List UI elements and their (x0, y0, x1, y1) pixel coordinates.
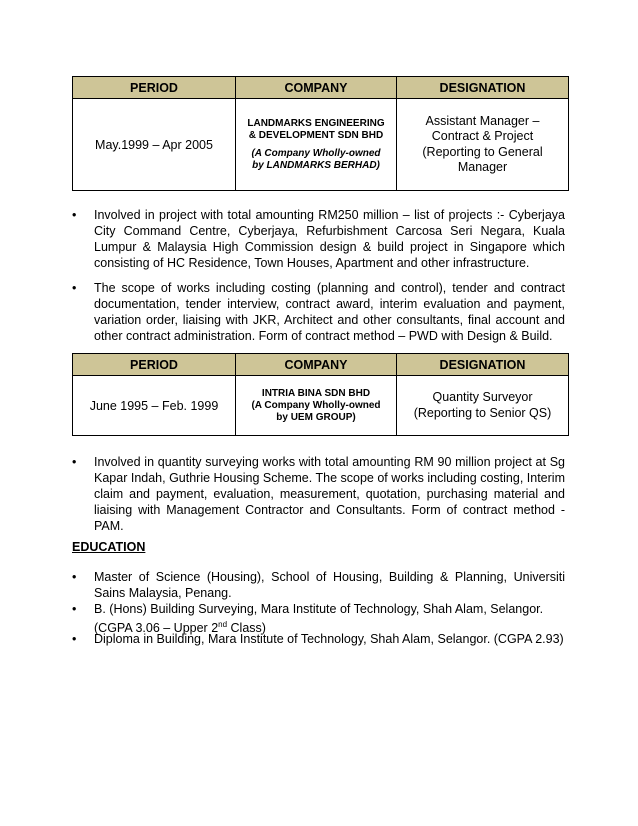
designation-line: (Reporting to General (422, 144, 543, 159)
bullet-marker: • (72, 602, 77, 616)
list-item (72, 454, 565, 534)
table-header-row (73, 77, 569, 99)
company-cell (236, 99, 397, 191)
header-company: COMPANY (236, 77, 397, 99)
company-name-line: & DEVELOPMENT SDN BHD (248, 129, 384, 141)
employment-table-2 (72, 353, 569, 436)
bullet-text: Involved in quantity surveying works with total amounting RM 90 million project at Sg Kapar Indah, Guthrie Housing Scheme. The scope of works including costing, Interim claim and payment, evaluation, measurement, quotation, purchasing material and liaising with Management Contractor and Consultants. Form of contract method - PAM. (94, 455, 565, 533)
company-note-line: by LANDMARKS BERHAD) (252, 159, 380, 171)
education-heading: EDUCATION (72, 540, 146, 554)
ordinal-suffix: nd (218, 620, 228, 629)
header-period: PERIOD (73, 77, 236, 99)
period-cell: May.1999 – Apr 2005 (73, 99, 236, 191)
company-note-line: (A Company Wholly-owned (251, 399, 381, 411)
bullet-marker: • (72, 455, 77, 469)
company-name-line: INTRIA BINA SDN BHD (261, 387, 371, 399)
list-item (72, 207, 565, 271)
header-company: COMPANY (236, 354, 397, 376)
designation-cell (397, 99, 569, 191)
period-cell: June 1995 – Feb. 1999 (73, 376, 236, 436)
header-designation: DESIGNATION (397, 354, 569, 376)
company-note-line: by UEM GROUP) (276, 411, 356, 423)
list-item (72, 280, 565, 344)
cgpa-text: (CGPA 3.06 – Upper 2 (94, 621, 219, 636)
list-item (72, 631, 565, 647)
company-name-line: LANDMARKS ENGINEERING (247, 117, 385, 129)
designation-line: Quantity Surveyor (432, 390, 533, 404)
company-cell (236, 376, 397, 436)
bullet-text: Involved in project with total amounting RM250 million – list of projects :- Cyberjaya City Command Centre, Cyberjaya, Refurbishment Carcosa Seri Negara, Kuala Lumpur & Malaysia High Commission design & build project in Singapore which consisting of HC Residence, Town Houses, Apartment and other infrastructure. (94, 208, 565, 270)
education-line: B. (Hons) Building Surveying, Mara Institute of Technology, Shah Alam, Selangor. (94, 602, 544, 616)
designation-cell (397, 376, 569, 436)
bullet-marker: • (72, 208, 77, 222)
table-row (73, 376, 569, 436)
employment-table-1 (72, 76, 569, 191)
header-period: PERIOD (73, 354, 236, 376)
company-note-line: (A Company Wholly-owned (251, 147, 381, 159)
designation-line: Manager (457, 160, 508, 174)
designation-line: Contract & Project (431, 129, 534, 143)
header-designation: DESIGNATION (397, 77, 569, 99)
bullet-text: The scope of works including costing (planning and control), tender and contract documentation, tender interview, contract award, interim evaluation and payment, variation order, liaising with JKR, Architect and other consultants, final account and other contract administration. Form of contract method – PWD with Design & Build. (94, 281, 565, 343)
education-text: Master of Science (Housing), School of Housing, Building & Planning, Universiti Sains Malaysia, Penang. (94, 570, 565, 600)
list-item (72, 569, 565, 601)
bullet-marker: • (72, 281, 77, 295)
table-row (73, 99, 569, 191)
bullet-marker: • (72, 570, 77, 584)
designation-line: Assistant Manager – (425, 113, 540, 128)
education-text: Diploma in Building, Mara Institute of Technology, Shah Alam, Selangor. (CGPA 2.93) (94, 632, 564, 646)
table-header-row (73, 354, 569, 376)
bullet-marker: • (72, 632, 77, 646)
class-text: Class) (227, 621, 266, 636)
designation-line: (Reporting to Senior QS) (413, 405, 552, 420)
